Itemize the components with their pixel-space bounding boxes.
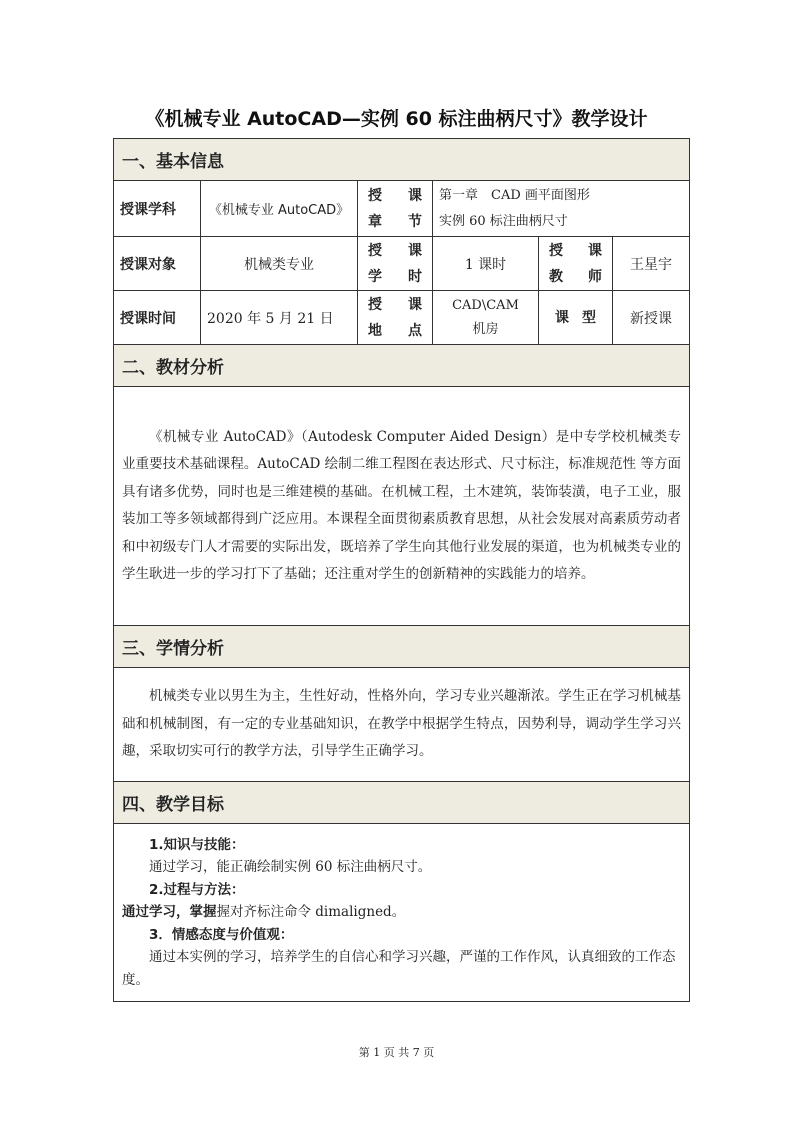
goal-heading-knowledge: 1.知识与技能：	[149, 836, 245, 853]
hours-label: 授 课 学 时	[358, 237, 433, 291]
section-teaching-goals: 四、教学目标	[114, 782, 690, 824]
lesson-plan-table	[113, 138, 690, 1002]
hours-value: 1 课时	[433, 237, 539, 291]
subject-value: 《机械专业 AutoCAD》	[201, 181, 358, 237]
goal-heading-attitude: 3．情感态度与价值观：	[149, 926, 294, 943]
goal-heading-process: 2.过程与方法：	[149, 881, 245, 898]
subject-label: 授课学科	[114, 181, 201, 237]
section-student-analysis: 三、学情分析	[114, 626, 690, 668]
goal-text-process: 通过学习，掌握握对齐标注命令 dimaligned。	[122, 904, 406, 921]
teaching-goals-content	[114, 824, 690, 1002]
place-value: CAD\CAM 机房	[433, 291, 539, 345]
type-value: 新授课	[613, 291, 690, 345]
chapter-label: 授 课 章 节	[358, 181, 433, 237]
section-material-analysis: 二、教材分析	[114, 345, 690, 387]
goal-text-knowledge: 通过学习，能正确绘制实例 60 标注曲柄尺寸。	[149, 859, 432, 876]
chapter-value: 第一章 CAD 画平面图形 实例 60 标注曲柄尺寸	[433, 181, 690, 237]
document-title: 《机械专业 AutoCAD—实例 60 标注曲柄尺寸》教学设计	[145, 108, 648, 130]
audience-value: 机械类专业	[201, 237, 358, 291]
section-basic-info: 一、基本信息	[114, 139, 690, 181]
material-analysis-text: 《机械专业 AutoCAD》（Autodesk Computer Aided Design）是中专学校机械类专业重要技术基础课程。AutoCAD 绘制二维工程图在表达形式、尺寸标注，标准规范性 等方面具有诸多优势，同时也是三维建模的基础。在机械工程，土木建筑，装饰装潢，电子工业，服装加工等多领域都得到广泛应用。本课程全面贯彻素质教育思想，从社会发展对高素质劳动者和中初级专门人才需要的实际出发，既培养了学生向其他行业发展的渠道，也为机械类专业的学生耿进一步的学习打下了基础；还注重对学生的创新精神的实践能力的培养。	[114, 387, 690, 626]
student-analysis-text: 机械类专业以男生为主，生性好动，性格外向，学习专业兴趣渐浓。学生正在学习机械基础和机械制图，有一定的专业基础知识，在教学中根据学生特点，因势利导，调动学生学习兴趣，采取切实可行的教学方法，引导学生正确学习。	[114, 668, 690, 782]
teacher-value: 王星宇	[613, 237, 690, 291]
teacher-label: 授 课 教 师	[539, 237, 613, 291]
time-value: 2020 年 5 月 21 日	[201, 291, 358, 345]
audience-label: 授课对象	[114, 237, 201, 291]
type-label: 课 型	[539, 291, 613, 345]
page-footer: 第 1 页 共 7 页	[358, 1046, 435, 1059]
time-label: 授课时间	[114, 291, 201, 345]
place-label: 授 课 地 点	[358, 291, 433, 345]
goal-text-attitude: 通过本实例的学习，培养学生的自信心和学习兴趣，严谨的工作作风，认真细致的工作态度。	[122, 949, 676, 988]
